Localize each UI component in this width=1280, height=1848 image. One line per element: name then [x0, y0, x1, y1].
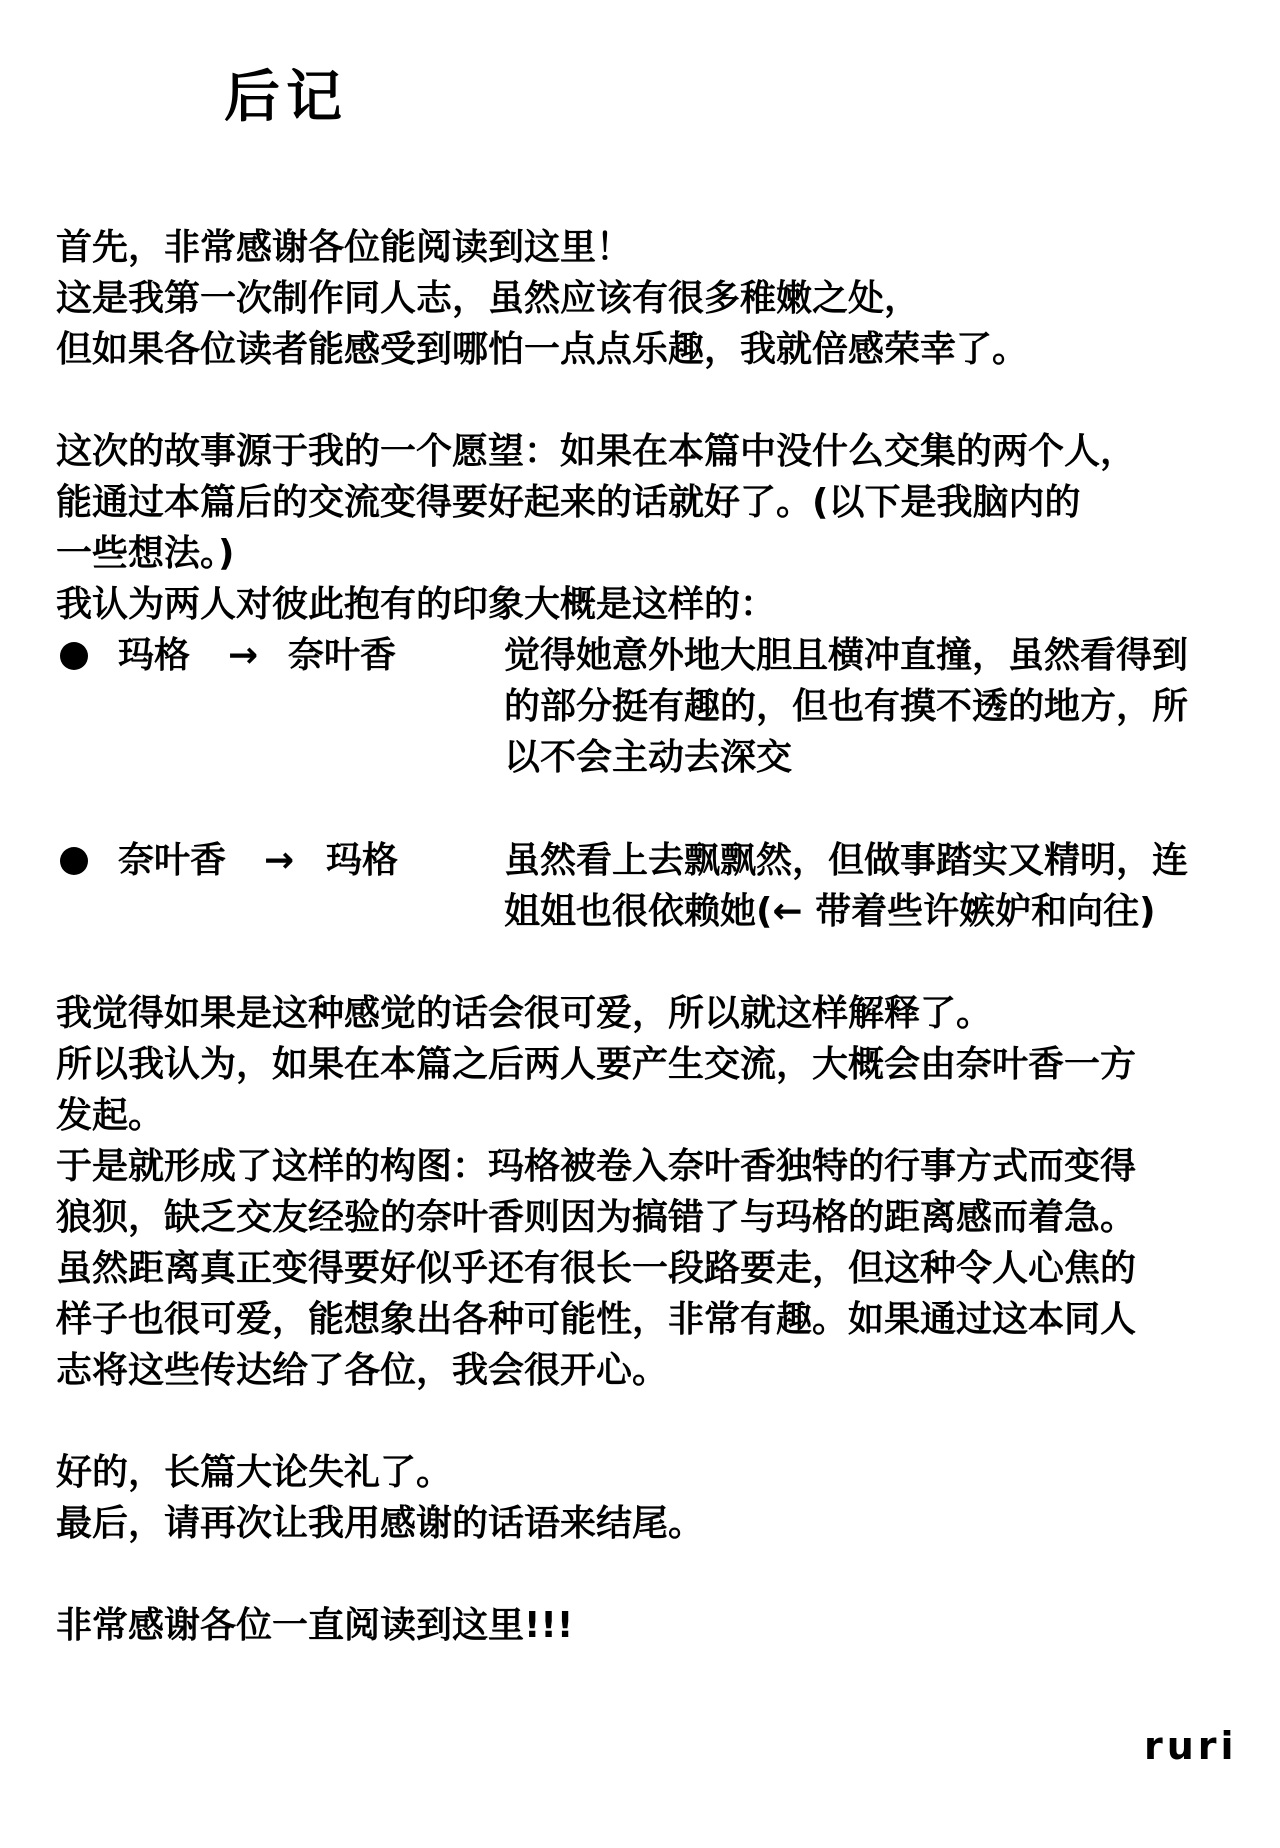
impression-description: 姐姐也很依赖她(← 带着些许嫉妒和向往) — [504, 891, 1156, 932]
text-line: 志将这些传达给了各位，我会很开心。 — [56, 1350, 669, 1391]
right-arrow-icon: → — [264, 840, 295, 881]
impression-row — [56, 630, 1246, 681]
paragraph-thanks — [56, 222, 1246, 375]
bullet-icon — [60, 642, 88, 670]
impression-item-nayuka-to-marg — [56, 835, 1246, 937]
bullet-icon — [60, 847, 88, 875]
text-line: 狼狈，缺乏交友经验的奈叶香则因为搞错了与玛格的距离感而着急。 — [56, 1197, 1137, 1238]
paragraph-wrapup — [56, 1447, 1246, 1549]
impression-description-line — [56, 681, 1246, 732]
impression-from: 奈叶香 — [118, 840, 227, 881]
impression-description: 觉得她意外地大胆且横冲直撞，虽然看得到 — [504, 635, 1189, 676]
impression-item-marg-to-nayuka — [56, 630, 1246, 783]
paragraph-spacer — [56, 1396, 1246, 1447]
closing-line: 非常感谢各位一直阅读到这里!!! — [56, 1605, 574, 1646]
item-spacer — [56, 783, 1246, 809]
impression-from: 玛格 — [118, 635, 191, 676]
text-line: 所以我认为，如果在本篇之后两人要产生交流，大概会由奈叶香一方 — [56, 1044, 1137, 1085]
author-signature: ruri — [1144, 1724, 1238, 1768]
text-line: 这次的故事源于我的一个愿望：如果在本篇中没什么交集的两个人， — [56, 431, 1137, 472]
right-arrow-icon: → — [228, 635, 259, 676]
text-line: 最后，请再次让我用感谢的话语来结尾。 — [56, 1503, 705, 1544]
paragraph-spacer — [56, 375, 1246, 426]
impression-to: 奈叶香 — [288, 635, 397, 676]
text-line: 于是就形成了这样的构图：玛格被卷入奈叶香独特的行事方式而变得 — [56, 1146, 1137, 1187]
impression-row — [56, 835, 1246, 886]
text-line: 我觉得如果是这种感觉的话会很可爱，所以就这样解释了。 — [56, 993, 993, 1034]
impression-description-line — [56, 732, 1246, 783]
text-line: 发起。 — [56, 1095, 165, 1136]
page-title: 后记 — [224, 65, 348, 130]
paragraph-spacer — [56, 1549, 1246, 1600]
impression-description: 的部分挺有趣的，但也有摸不透的地方，所 — [504, 686, 1189, 727]
text-line: 好的，长篇大论失礼了。 — [56, 1452, 453, 1493]
text-line: 一些想法。) — [56, 533, 235, 574]
text-line: 样子也很可爱，能想象出各种可能性，非常有趣。如果通过这本同人 — [56, 1299, 1137, 1340]
text-line: 我认为两人对彼此抱有的印象大概是这样的： — [56, 584, 777, 625]
impression-to: 玛格 — [326, 840, 399, 881]
impression-description-line — [56, 886, 1246, 937]
afterword-body — [56, 222, 1246, 1651]
paragraph-story-origin — [56, 426, 1246, 630]
text-line: 这是我第一次制作同人志，虽然应该有很多稚嫩之处， — [56, 278, 921, 319]
paragraph-interpretation — [56, 988, 1246, 1396]
text-line: 虽然距离真正变得要好似乎还有很长一段路要走，但这种令人心焦的 — [56, 1248, 1137, 1289]
item-spacer — [56, 809, 1246, 835]
text-line: 能通过本篇后的交流变得要好起来的话就好了。(以下是我脑内的 — [56, 482, 1081, 523]
impression-description: 以不会主动去深交 — [504, 737, 793, 778]
paragraph-spacer — [56, 937, 1246, 988]
text-line: 但如果各位读者能感受到哪怕一点点乐趣，我就倍感荣幸了。 — [56, 329, 1029, 370]
text-line: 首先，非常感谢各位能阅读到这里！ — [56, 227, 633, 268]
impression-list — [56, 630, 1246, 937]
impression-description: 虽然看上去飘飘然，但做事踏实又精明，连 — [504, 840, 1189, 881]
